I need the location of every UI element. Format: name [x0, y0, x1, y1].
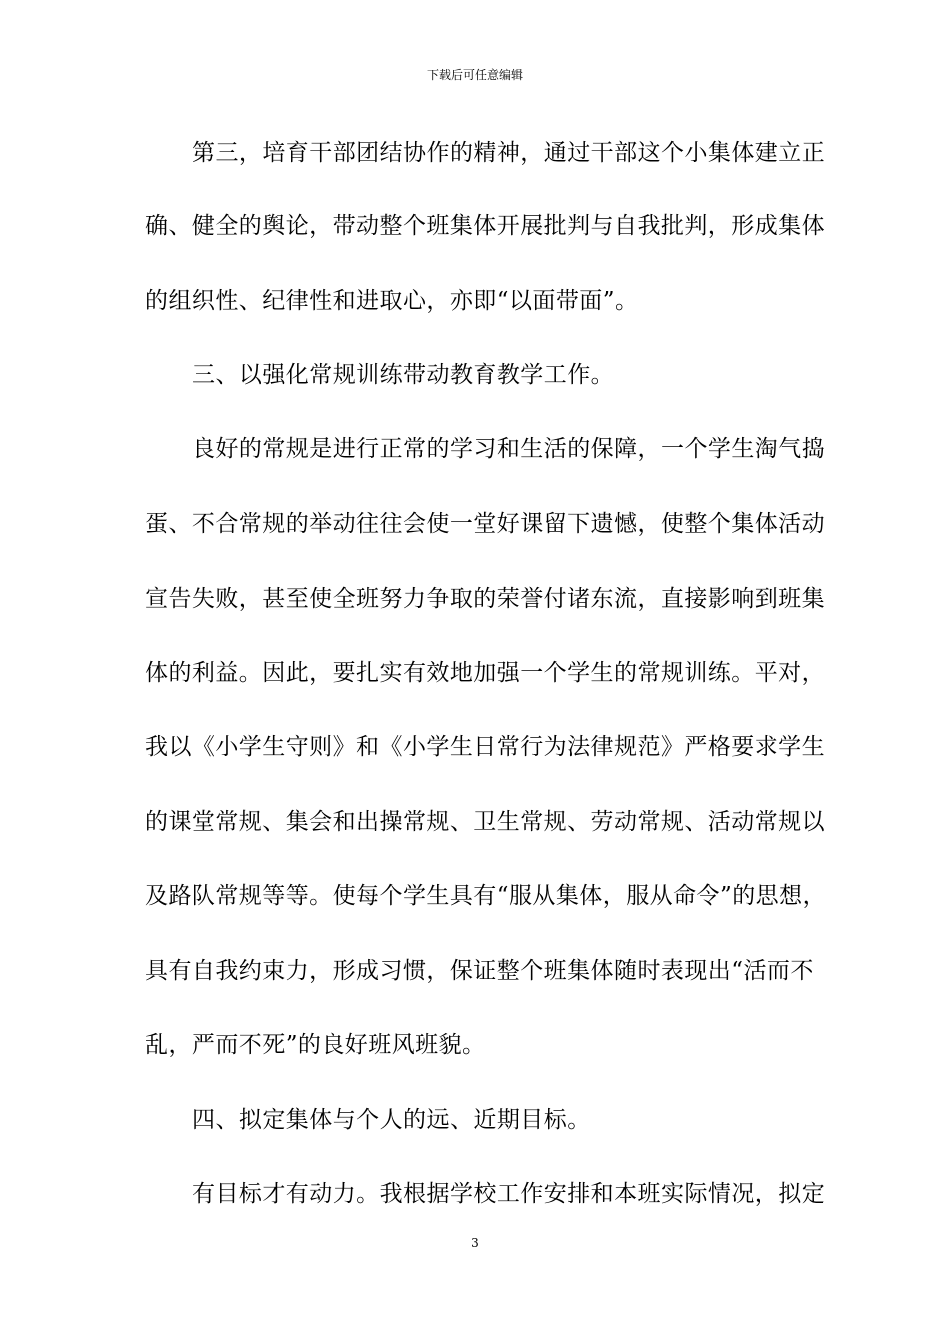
text-line-3: 的组织性、纪律性和进取心，亦即“以面带面”。 [145, 288, 639, 314]
text-line-11: 及路队常规等等。使每个学生具有“服从集体，服从命令”的思想， [145, 883, 827, 909]
text-line-12: 具有自我约束力，形成习惯，保证整个班集体随时表现出“活而不 [145, 958, 814, 984]
text-line-7: 宣告失败，甚至使全班努力争取的荣誉付诸东流，直接影响到班集 [145, 586, 826, 612]
text-line-1: 第三，培育干部团结协作的精神，通过干部这个小集体建立正 [192, 140, 826, 166]
text-line-6: 蛋、不合常规的举动往往会使一堂好课留下遗憾，使整个集体活动 [145, 511, 826, 537]
text-line-2: 确、健全的舆论，带动整个班集体开展批判与自我批判，形成集体 [145, 213, 826, 239]
text-line-5: 良好的常规是进行正常的学习和生活的保障，一个学生淘气捣 [192, 436, 826, 462]
text-line-9: 我以《小学生守则》和《小学生日常行为法律规范》严格要求学生 [145, 734, 826, 760]
page-header: 下载后可任意编辑 [426, 68, 523, 82]
text-line-8: 体的利益。因此，要扎实有效地加强一个学生的常规训练。平对， [145, 660, 826, 686]
page-number: 3 [471, 1236, 479, 1250]
text-line-10: 的课堂常规、集会和出操常规、卫生常规、劳动常规、活动常规以 [145, 809, 826, 835]
text-line-13: 乱，严而不死”的良好班风班貌。 [145, 1032, 486, 1058]
section-heading-3: 三、以强化常规训练带动教育教学工作。 [192, 362, 615, 388]
text-line-15: 有目标才有动力。我根据学校工作安排和本班实际情况，拟定 [192, 1181, 826, 1207]
section-heading-4: 四、拟定集体与个人的远、近期目标。 [192, 1107, 591, 1133]
